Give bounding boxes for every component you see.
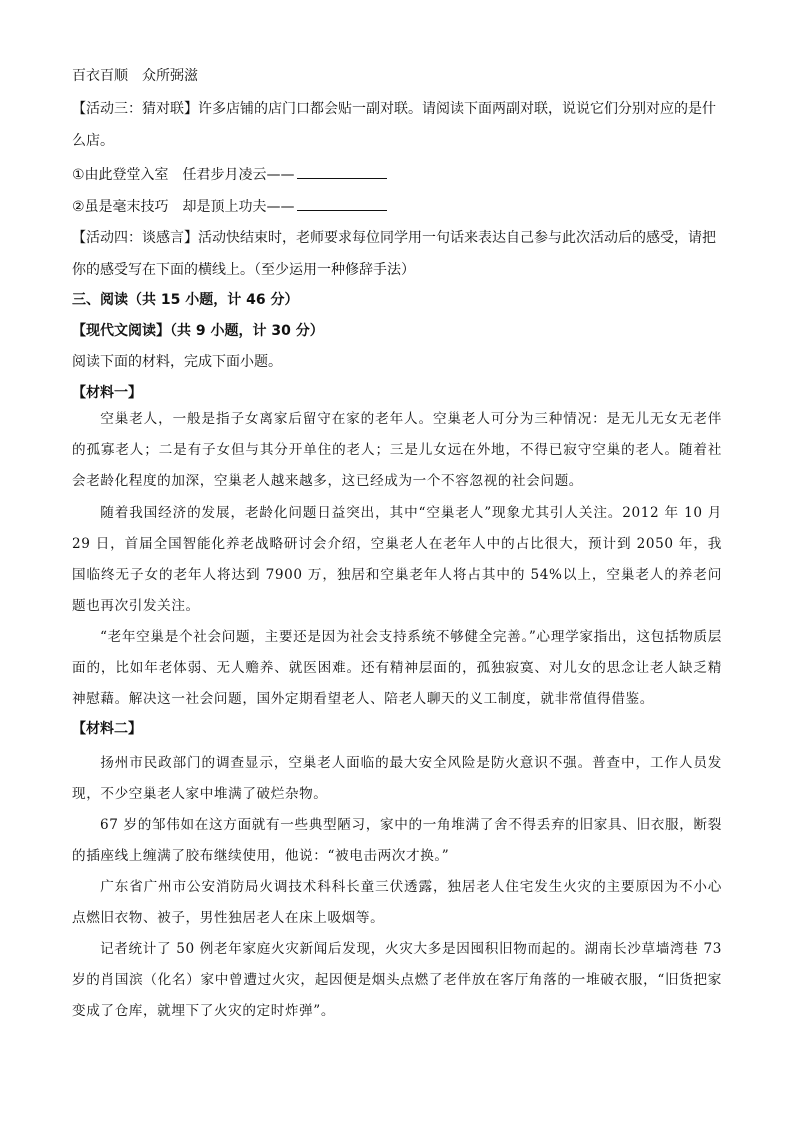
material2-paragraph-1 — [72, 748, 722, 810]
answer-blank-1[interactable] — [297, 164, 387, 179]
couplet-2-text: ②虽是毫末技巧 却是顶上功夫—— — [72, 199, 295, 215]
activity3-text-line1: 【活动三：猜对联】许多店铺的店门口都会贴一副对联。请阅读下面两副对联，说说它们分别对应的是什 — [72, 101, 716, 117]
section-title: 三、阅读（共 15 小题，计 46 分） — [72, 292, 299, 308]
material1-paragraph-1 — [72, 404, 722, 497]
answer-blank-2[interactable] — [297, 196, 387, 211]
idiom-line: 百衣百顺 众所弼滋 — [72, 68, 198, 84]
material2-paragraph-2 — [72, 810, 722, 872]
section-instruction: 阅读下面的材料，完成下面小题。 — [72, 354, 282, 370]
material2-heading: 【材料二】 — [72, 721, 142, 737]
material2-paragraph-3 — [72, 872, 722, 934]
couplet-1 — [72, 164, 722, 185]
material1-paragraph-2 — [72, 498, 722, 622]
material1-paragraph-3 — [72, 622, 722, 715]
activity3-text-line2: 么店。 — [72, 133, 114, 149]
material2-p1-text: 扬州市民政部门的调查显示，空巢老人面临的最大安全风险是防火意识不强。普查中，工作人员发现，不少空巢老人家中堆满了破烂杂物。 — [72, 755, 722, 802]
material2-p2-text: 67 岁的邹伟如在这方面就有一些典型陋习，家中的一角堆满了舍不得丢弃的旧家具、旧衣服，断裂的插座线上缠满了胶布继续使用，他说：“被电击两次才换。” — [72, 817, 722, 864]
activity4-text-line2: 你的感受写在下面的横线上。（至少运用一种修辞手法） — [72, 262, 415, 278]
material2-p3-text: 广东省广州市公安消防局火调技术科科长童三伏透露，独居老人住宅发生火灾的主要原因为不小心点燃旧衣物、被子，男性独居老人在床上吸烟等。 — [72, 879, 722, 926]
material1-heading: 【材料一】 — [72, 385, 142, 401]
section-subtitle: 【现代文阅读】（共 9 小题，计 30 分） — [72, 323, 324, 339]
couplet-2 — [72, 196, 722, 217]
material2-p4-text: 记者统计了 50 例老年家庭火灾新闻后发现，火灾大多是因囤积旧物而起的。湖南长沙草墙湾巷 73 岁的肖国滨（化名）家中曾遭过火灾，起因便是烟头点燃了老伴放在客厅角落的一堆破衣服，“旧货把家变成了仓库，就埋下了火灾的定时炸弹”。 — [72, 941, 722, 1019]
material1-p3-text: “老年空巢是个社会问题，主要还是因为社会支持系统不够健全完善。”心理学家指出，这包括物质层面的，比如年老体弱、无人赡养、就医困难。还有精神层面的，孤独寂寞、对儿女的思念让老人缺乏精神慰藉。解决这一社会问题，国外定期看望老人、陪老人聊天的义工制度，就非常值得借鉴。 — [72, 629, 722, 707]
material1-p1-text: 空巢老人，一般是指子女离家后留守在家的老年人。空巢老人可分为三种情况：是无儿无女无老伴的孤寡老人；二是有子女但与其分开单住的老人；三是儿女远在外地，不得已寂守空巢的老人。随着社会老龄化程度的加深，空巢老人越来越多，这已经成为一个不容忽视的社会问题。 — [72, 411, 722, 489]
activity4-text-line1: 【活动四：谈感言】活动快结束时，老师要求每位同学用一句话来表达自己参与此次活动后的感受，请把 — [72, 230, 716, 246]
material2-paragraph-4 — [72, 934, 722, 1027]
material1-p2-text: 随着我国经济的发展，老龄化问题日益突出，其中“空巢老人”现象尤其引人关注。2012 年 10 月 29 日，首届全国智能化养老战略研讨会介绍，空巢老人在老年人中的占比很大，预计到 2050 年，我国临终无子女的老年人将达到 7900 万，独居和空巢老年人将占其中的 54%以上，空巢老人的养老问题也再次引发关注。 — [72, 505, 722, 614]
couplet-1-text: ①由此登堂入室 任君步月凌云—— — [72, 167, 295, 183]
